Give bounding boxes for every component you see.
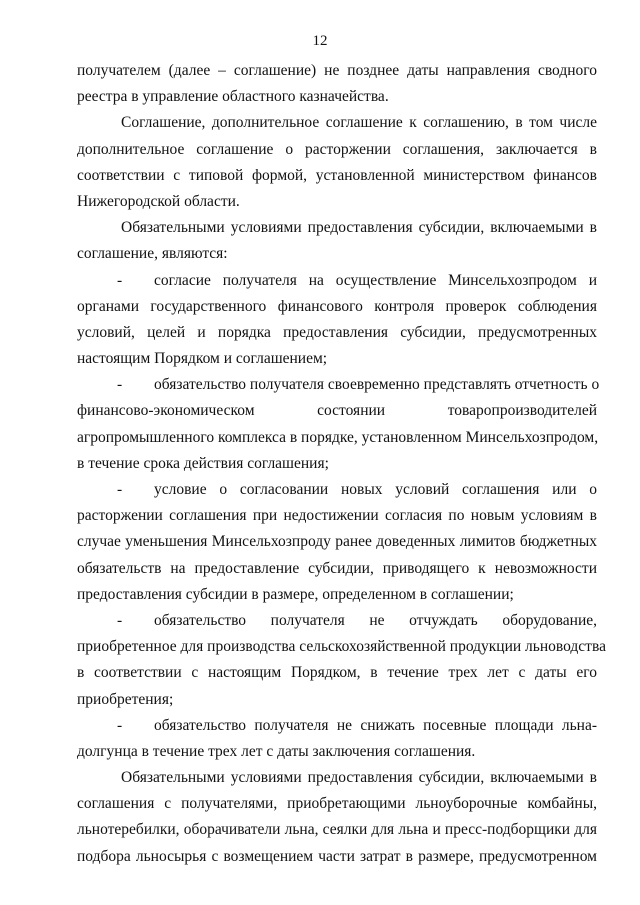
paragraph <box>77 110 597 215</box>
text-line: Соглашение, дополнительное соглашение к соглашению, в том числе <box>121 114 597 132</box>
list-item <box>77 608 606 713</box>
text-line: обязательство получателя своевременно представлять отчетность о <box>154 376 600 394</box>
list-item <box>77 372 600 477</box>
text-line: органами государственного финансового контроля проверок соблюдения <box>77 297 597 315</box>
text-line: согласие получателя на осуществление Минсельхозпродом и <box>154 271 597 289</box>
text-line: долгунца в течение трех лет с даты заключения соглашения. <box>77 742 476 760</box>
text-line: предоставления субсидии в размере, определенном в соглашении; <box>77 585 514 603</box>
text-line: настоящим Порядком и соглашением; <box>77 350 328 368</box>
text-line: Обязательными условиями предоставления субсидии, включаемыми в <box>121 219 597 237</box>
paragraph <box>77 765 597 870</box>
text-line: обязательство получателя не отчуждать оборудование, <box>154 611 597 629</box>
text-line: Нижегородской области. <box>77 192 240 210</box>
text-line: приобретенное для производства сельскохозяйственной продукции льноводства <box>77 638 606 656</box>
paragraph <box>77 215 597 267</box>
text-line: обязательство получателя не снижать посевные площади льна- <box>154 716 597 734</box>
list-item-first-line <box>77 608 597 634</box>
text-line: в течение срока действия соглашения; <box>77 454 329 472</box>
text-line: случае уменьшения Минсельхозпроду ранее доведенных лимитов бюджетных <box>77 533 597 551</box>
text-line: агропромышленного комплекса в порядке, установленном Минсельхозпродом, <box>77 428 599 446</box>
text-line: соглашение, являются: <box>77 245 228 263</box>
list-dash: - <box>117 481 123 498</box>
text-line: льнотеребилки, оборачиватели льна, сеялки для льна и пресс-подборщики для <box>77 821 597 839</box>
text-line: условий, целей и порядка предоставления субсидии, предусмотренных <box>77 323 597 341</box>
list-item-first-line <box>77 268 597 294</box>
paragraph <box>77 58 597 110</box>
list-dash: - <box>117 611 123 629</box>
text-line: соглашения с получателями, приобретающими льноуборочные комбайны, <box>77 795 597 813</box>
text-line: получателем (далее – соглашение) не позднее даты направления сводного <box>77 62 597 79</box>
text-line: обязательств на предоставление субсидии, приводящего к невозможности <box>77 559 597 577</box>
text-line: приобретения; <box>77 690 174 708</box>
list-dash: - <box>117 376 123 394</box>
list-item <box>77 713 597 765</box>
list-dash: - <box>117 716 123 734</box>
list-item-first-line <box>77 477 597 503</box>
list-dash: - <box>117 271 123 289</box>
document-body <box>77 58 606 870</box>
text-line: условие о согласовании новых условий соглашения или о <box>154 481 597 498</box>
page-number: 12 <box>312 33 328 49</box>
text-line: расторжении соглашения при недостижении согласия по новым условиям в <box>77 507 597 525</box>
text-line: финансово-экономическом состоянии товаропроизводителей <box>77 402 597 420</box>
text-line: Обязательными условиями предоставления субсидии, включаемыми в <box>121 769 597 787</box>
list-item-first-line <box>77 372 600 398</box>
text-line: в соответствии с настоящим Порядком, в течение трех лет с даты его <box>77 664 597 682</box>
text-line: дополнительное соглашение о расторжении соглашения, заключается в <box>77 140 597 158</box>
text-line: реестра в управление областного казначейства. <box>77 88 389 106</box>
text-line: соответствии с типовой формой, установленной министерством финансов <box>77 166 597 184</box>
list-item-first-line <box>77 713 597 739</box>
list-item <box>77 477 597 608</box>
list-item <box>77 268 597 373</box>
text-line: подбора льносырья с возмещением части затрат в размере, предусмотренном <box>77 847 597 865</box>
